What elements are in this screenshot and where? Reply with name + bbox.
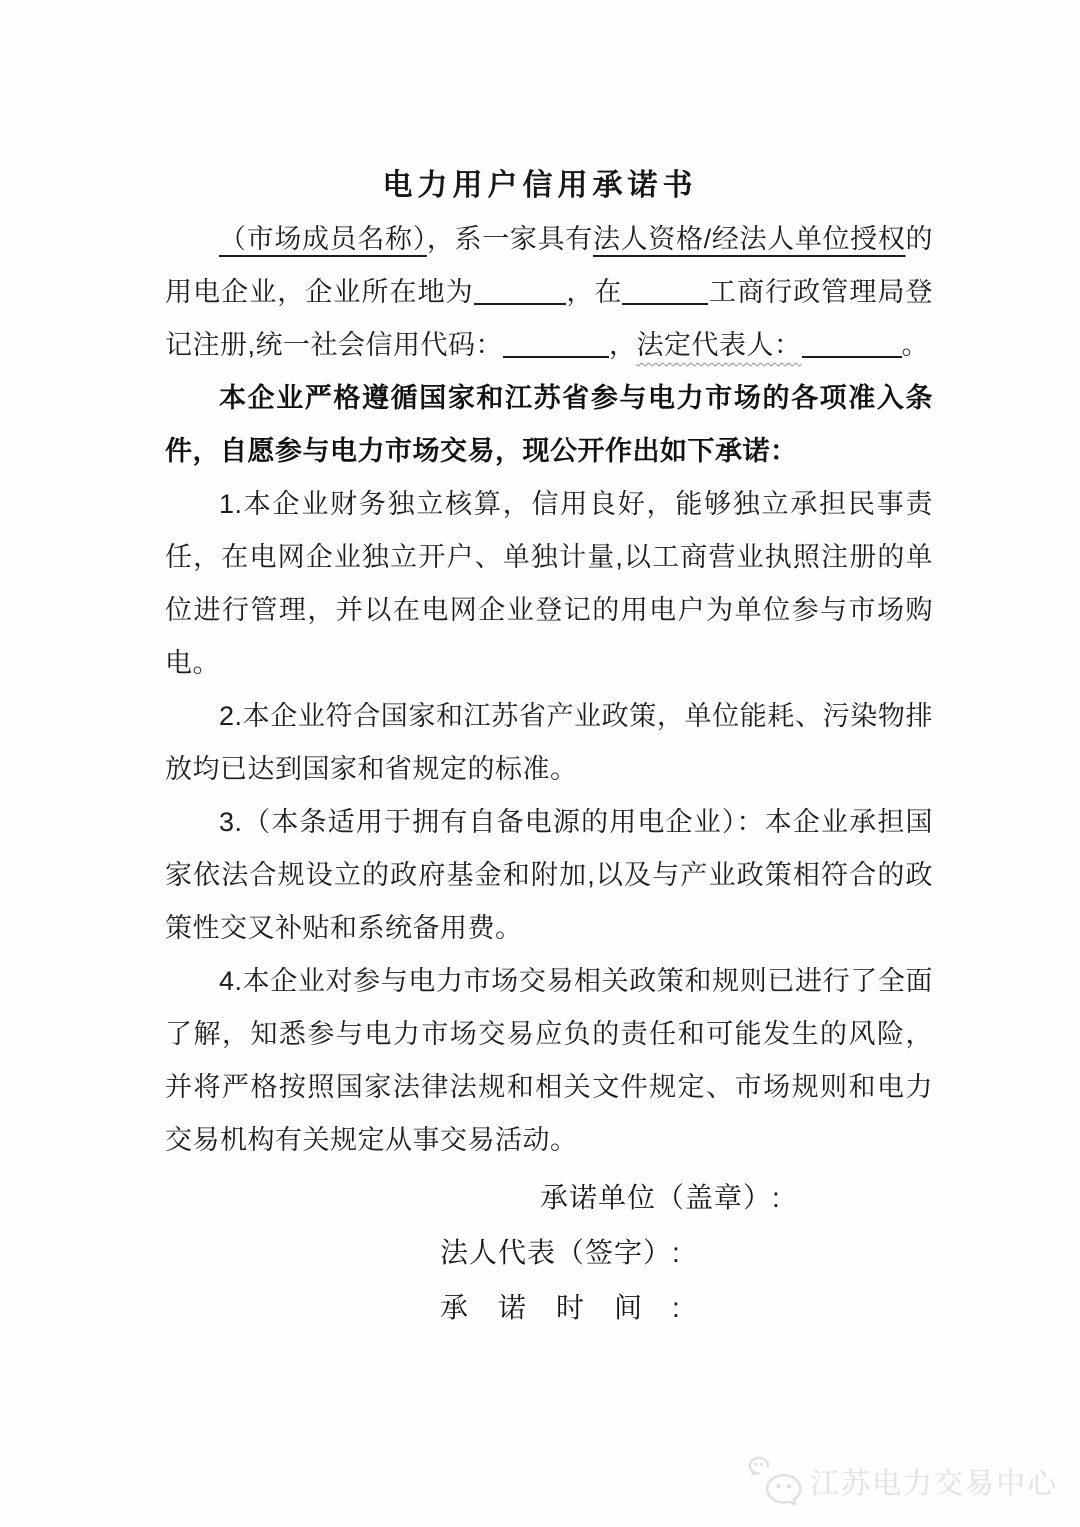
watermark-footer xyxy=(748,1456,1058,1506)
legal-qualification-underlined: 法人资格/经法人单位授权 xyxy=(592,224,906,254)
watermark-brand-text: 江苏电力交易中心 xyxy=(809,1467,1058,1500)
intro-text-5: ， xyxy=(609,330,637,360)
commitment-item-2: 2.本企业符合国家和江苏省产业政策，单位能耗、污染物排放均已达到国家和省规定的标准。 xyxy=(165,701,933,784)
signature-block xyxy=(440,1170,781,1335)
market-member-name-blank: （市场成员名称） xyxy=(219,224,427,254)
commitment-item-1: 1.本企业财务独立核算，信用良好，能够独立承担民事责任，在电网企业独立开户、单独计量,以工商营业执照注册的单位进行管理，并以在电网企业登记的用电户为单位参与市场购电。 xyxy=(165,489,933,678)
signature-unit-line: 承诺单位（盖章）: xyxy=(540,1182,781,1213)
pledge-intro-paragraph: 本企业严格遵循国家和江苏省参与电力市场的各项准入条件，自愿参与电力市场交易，现公开作出如下承诺： xyxy=(165,383,933,466)
document-body xyxy=(165,213,933,1167)
intro-text-4: 工商行政管理局登记注册,统一社会信用代码： xyxy=(165,277,934,360)
registration-authority-blank xyxy=(622,273,708,305)
signature-legal-rep-line: 法人代表（签字）: xyxy=(440,1237,681,1268)
intro-text-3: ，在 xyxy=(565,277,623,307)
page-title: 电力用户信用承诺书 xyxy=(382,169,698,202)
legal-rep-label: 法定代表人： xyxy=(636,330,802,360)
intro-text-2: 的用电企业，企业所在地为 xyxy=(165,224,934,307)
intro-paragraph xyxy=(165,213,933,372)
intro-text-6: 。 xyxy=(901,330,930,360)
company-location-blank xyxy=(474,273,566,305)
intro-text-1: ，系一家具有 xyxy=(426,224,593,254)
legal-rep-name-blank xyxy=(802,326,902,358)
commitment-item-3: 3.（本条适用于拥有自备电源的用电企业）：本企业承担国家依法合规设立的政府基金和附加,以及与产业政策相符合的政策性交叉补贴和系统备用费。 xyxy=(165,807,933,943)
credit-code-blank xyxy=(503,326,609,358)
wechat-icon xyxy=(748,1456,802,1506)
commitment-item-4: 4.本企业对参与电力市场交易相关政策和规则已进行了全面了解，知悉参与电力市场交易应负的责任和可能发生的风险，并将严格按照国家法律法规和相关文件规定、市场规则和电力交易机构有关规定从事交易活动。 xyxy=(165,966,933,1155)
signature-time-line: 承 诺 时 间 : xyxy=(440,1292,681,1323)
